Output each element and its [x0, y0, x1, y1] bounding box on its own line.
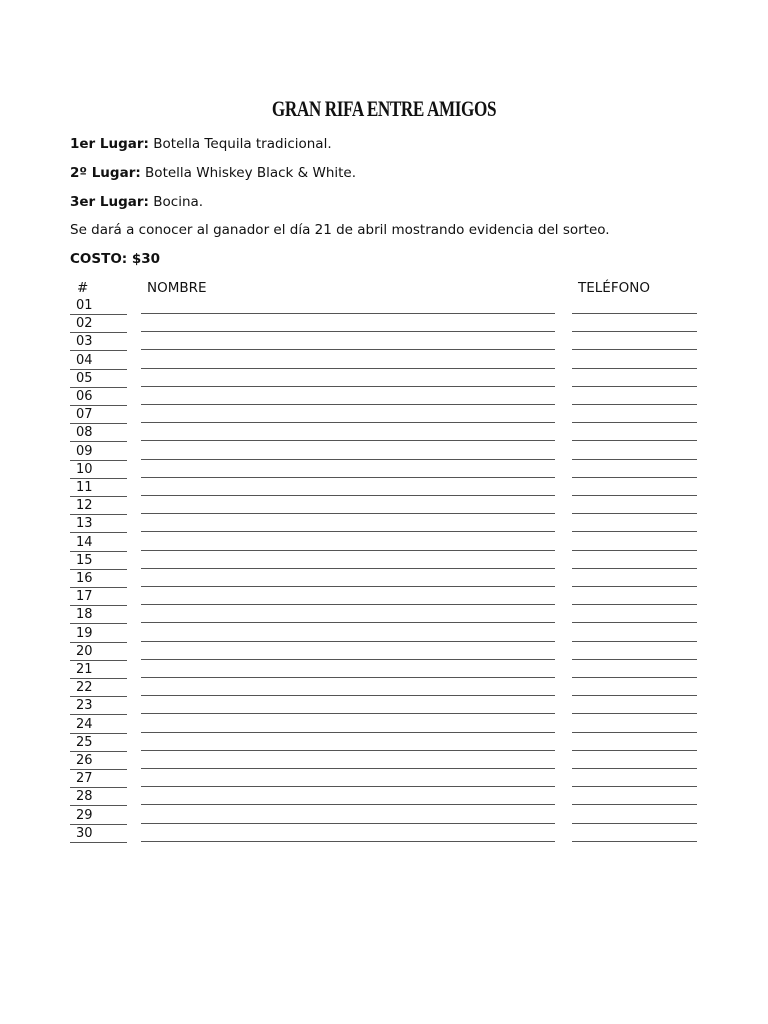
row-number: 16	[76, 571, 93, 586]
number-line	[70, 678, 127, 679]
table-row	[0, 808, 768, 826]
table-row	[0, 735, 768, 753]
phone-field[interactable]	[572, 786, 697, 787]
table-row	[0, 589, 768, 607]
phone-field[interactable]	[572, 841, 697, 842]
table-row	[0, 389, 768, 407]
table-row	[0, 353, 768, 371]
phone-field[interactable]	[572, 750, 697, 751]
name-field[interactable]	[141, 331, 555, 332]
number-line	[70, 787, 127, 788]
number-line	[70, 423, 127, 424]
number-line	[70, 733, 127, 734]
name-field[interactable]	[141, 768, 555, 769]
number-line	[70, 460, 127, 461]
row-number: 17	[76, 589, 93, 605]
phone-field[interactable]	[572, 331, 697, 332]
name-field[interactable]	[141, 513, 555, 514]
phone-field[interactable]	[572, 349, 697, 350]
phone-field[interactable]	[572, 677, 697, 678]
phone-field[interactable]	[572, 422, 697, 423]
name-field[interactable]	[141, 440, 555, 441]
name-field[interactable]	[141, 659, 555, 660]
row-number: 24	[76, 716, 93, 732]
name-field[interactable]	[141, 841, 555, 842]
row-number: 08	[76, 425, 93, 441]
row-number: 01	[76, 298, 93, 313]
table-row	[0, 480, 768, 498]
phone-field[interactable]	[572, 459, 697, 460]
table-row	[0, 789, 768, 807]
table-row	[0, 371, 768, 389]
row-number: 02	[76, 316, 93, 332]
prize-second-label: 2º Lugar:	[70, 165, 141, 181]
name-field[interactable]	[141, 422, 555, 423]
number-line	[70, 551, 127, 552]
cost-label: COSTO: $30	[70, 251, 161, 267]
notice-text: Se dará a conocer al ganador el día 21 de abril mostrando evidencia del sorteo.	[70, 222, 610, 238]
name-field[interactable]	[141, 386, 555, 387]
prize-first-value: Botella Tequila tradicional.	[153, 136, 332, 152]
phone-field[interactable]	[572, 586, 697, 587]
table-row	[0, 298, 768, 316]
name-field[interactable]	[141, 622, 555, 623]
phone-field[interactable]	[572, 641, 697, 642]
row-number: 15	[76, 552, 93, 568]
prize-third-value: Bocina.	[153, 194, 204, 210]
phone-field[interactable]	[572, 568, 697, 569]
table-row	[0, 753, 768, 771]
number-line	[70, 569, 127, 570]
row-number: 05	[76, 370, 93, 386]
row-number: 26	[76, 753, 93, 768]
number-line	[70, 332, 127, 333]
name-field[interactable]	[141, 368, 555, 369]
prize-third-label: 3er Lugar:	[70, 194, 149, 210]
name-field[interactable]	[141, 804, 555, 805]
name-field[interactable]	[141, 677, 555, 678]
phone-field[interactable]	[572, 732, 697, 733]
table-row	[0, 444, 768, 462]
number-line	[70, 805, 127, 806]
row-number: 14	[76, 534, 93, 550]
row-number: 29	[76, 807, 93, 823]
phone-field[interactable]	[572, 804, 697, 805]
prize-first-label: 1er Lugar:	[70, 136, 149, 152]
table-row	[0, 498, 768, 516]
row-number: 09	[76, 443, 93, 459]
name-field[interactable]	[141, 349, 555, 350]
name-field[interactable]	[141, 404, 555, 405]
row-number: 06	[76, 389, 93, 404]
number-line	[70, 605, 127, 606]
row-number: 13	[76, 516, 93, 532]
number-line	[70, 842, 127, 843]
table-row	[0, 407, 768, 425]
row-number: 22	[76, 680, 93, 696]
table-row	[0, 644, 768, 662]
number-line	[70, 514, 127, 515]
table-row	[0, 571, 768, 589]
phone-field[interactable]	[572, 659, 697, 660]
name-field[interactable]	[141, 641, 555, 642]
name-field[interactable]	[141, 713, 555, 714]
name-field[interactable]	[141, 550, 555, 551]
column-header-name: NOMBRE	[147, 280, 207, 296]
row-number: 21	[76, 662, 93, 677]
number-line	[70, 587, 127, 588]
name-field[interactable]	[141, 568, 555, 569]
number-line	[70, 660, 127, 661]
phone-field[interactable]	[572, 531, 697, 532]
number-line	[70, 751, 127, 752]
name-field[interactable]	[141, 604, 555, 605]
column-header-phone: TELÉFONO	[578, 280, 650, 296]
phone-field[interactable]	[572, 404, 697, 405]
name-field[interactable]	[141, 586, 555, 587]
row-number: 10	[76, 461, 93, 477]
row-number: 07	[76, 407, 93, 423]
number-line	[70, 369, 127, 370]
phone-field[interactable]	[572, 768, 697, 769]
row-number: 20	[76, 643, 93, 659]
table-row	[0, 607, 768, 625]
table-row	[0, 462, 768, 480]
row-number: 30	[76, 825, 93, 841]
phone-field[interactable]	[572, 513, 697, 514]
row-number: 18	[76, 607, 93, 623]
name-field[interactable]	[141, 477, 555, 478]
phone-field[interactable]	[572, 695, 697, 696]
number-line	[70, 478, 127, 479]
number-line	[70, 623, 127, 624]
number-line	[70, 824, 127, 825]
prize-third	[70, 194, 203, 210]
name-field[interactable]	[141, 695, 555, 696]
row-number: 19	[76, 625, 93, 641]
prize-first	[70, 136, 332, 152]
prize-second-value: Botella Whiskey Black & White.	[145, 165, 357, 181]
table-row	[0, 680, 768, 698]
name-field[interactable]	[141, 786, 555, 787]
column-header-number: #	[77, 280, 89, 296]
phone-field[interactable]	[572, 440, 697, 441]
table-row	[0, 516, 768, 534]
row-number: 03	[76, 334, 93, 350]
number-line	[70, 441, 127, 442]
row-number: 28	[76, 789, 93, 805]
table-row	[0, 535, 768, 553]
row-number: 27	[76, 771, 93, 787]
phone-field[interactable]	[572, 622, 697, 623]
row-number: 23	[76, 698, 93, 714]
table-row	[0, 826, 768, 844]
phone-field[interactable]	[572, 368, 697, 369]
row-number: 04	[76, 352, 93, 368]
number-line	[70, 696, 127, 697]
table-row	[0, 553, 768, 571]
number-line	[70, 714, 127, 715]
name-field[interactable]	[141, 495, 555, 496]
name-field[interactable]	[141, 750, 555, 751]
number-line	[70, 496, 127, 497]
page-title: GRAN RIFA ENTRE AMIGOS	[271, 96, 497, 121]
row-number: 12	[76, 498, 93, 514]
name-field[interactable]	[141, 531, 555, 532]
name-field[interactable]	[141, 732, 555, 733]
phone-field[interactable]	[572, 713, 697, 714]
name-field[interactable]	[141, 823, 555, 824]
table-row	[0, 662, 768, 680]
number-line	[70, 532, 127, 533]
number-line	[70, 314, 127, 315]
table-row	[0, 334, 768, 352]
table-row	[0, 698, 768, 716]
number-line	[70, 405, 127, 406]
number-line	[70, 769, 127, 770]
phone-field[interactable]	[572, 604, 697, 605]
number-line	[70, 350, 127, 351]
number-line	[70, 387, 127, 388]
phone-field[interactable]	[572, 477, 697, 478]
number-line	[70, 642, 127, 643]
table-row	[0, 771, 768, 789]
table-row	[0, 717, 768, 735]
row-number: 11	[76, 480, 93, 495]
table-row	[0, 316, 768, 334]
name-field[interactable]	[141, 459, 555, 460]
phone-field[interactable]	[572, 823, 697, 824]
row-number: 25	[76, 734, 93, 750]
phone-field[interactable]	[572, 313, 697, 314]
phone-field[interactable]	[572, 550, 697, 551]
table-row	[0, 425, 768, 443]
name-field[interactable]	[141, 313, 555, 314]
phone-field[interactable]	[572, 386, 697, 387]
table-row	[0, 626, 768, 644]
prize-second	[70, 165, 356, 181]
phone-field[interactable]	[572, 495, 697, 496]
